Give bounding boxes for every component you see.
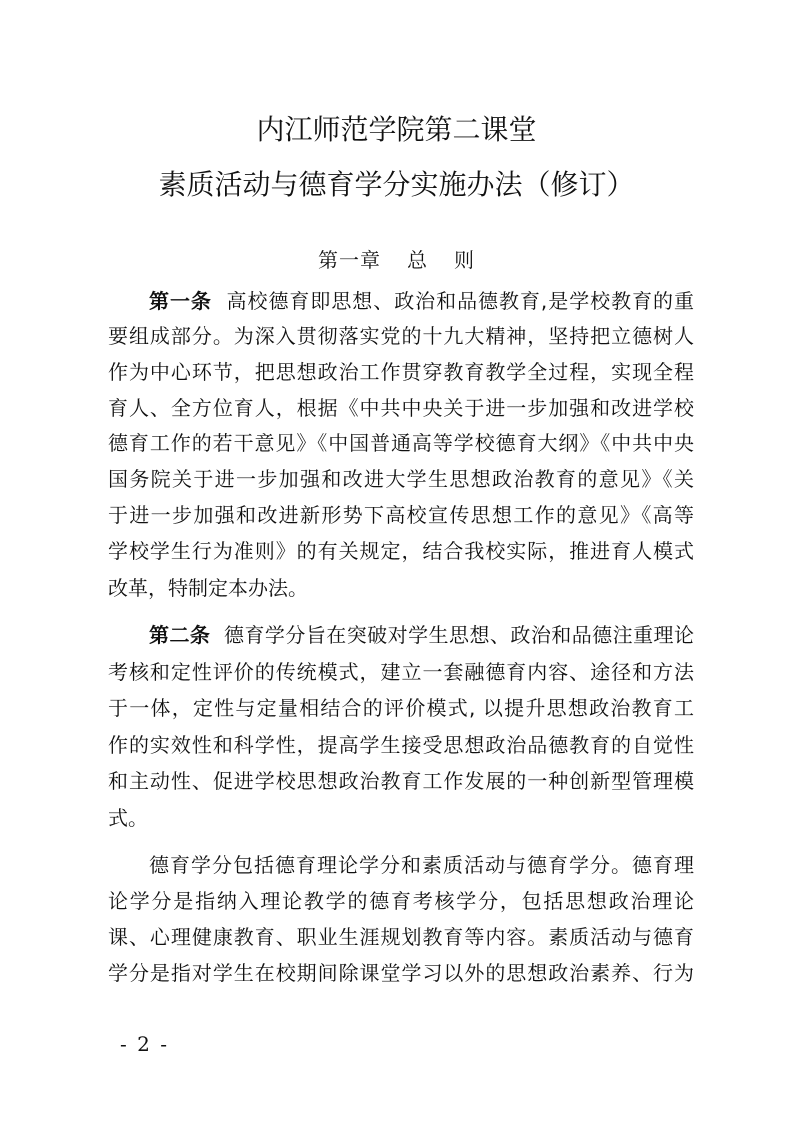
article-1-line-6: 国务院关于进一步加强和改进大学生思想政治教育的意见》《关 — [108, 467, 694, 491]
article-1-label: 第一条 — [149, 289, 212, 313]
article-2-text: 德育学分旨在突破对学生思想、政治和品德注重理论 — [224, 623, 695, 647]
article-2-line-1 — [149, 622, 694, 648]
article-2-line-3: 于一体，定性与定量相结合的评价模式, 以提升思想政治教育工 — [108, 696, 694, 720]
article-1-line-4: 育人、全方位育人，根据《中共中央关于进一步加强和改进学校 — [108, 396, 694, 420]
article-1-text: 高校德育即思想、政治和品德教育,是学校教育的重 — [226, 289, 695, 313]
document-title-line-1: 内江师范学院第二课堂 — [256, 113, 537, 146]
article-1-line-1 — [149, 288, 694, 314]
article-2-line-5: 和主动性、促进学校思想政治教育工作发展的一种创新型管理模 — [108, 769, 694, 793]
article-2-line-2: 考核和定性评价的传统模式，建立一套融德育内容、途径和方法 — [108, 660, 694, 684]
chapter-heading — [0, 247, 793, 273]
article-1-line-8: 学校学生行为准则》的有关规定，结合我校实际，推进育人模式 — [108, 539, 694, 563]
chapter-word-2: 则 — [454, 248, 475, 272]
article-2-line-6: 式。 — [108, 806, 148, 830]
chapter-word-1: 总 — [407, 248, 428, 272]
article-2-label: 第二条 — [149, 623, 211, 647]
article-1-line-5: 德育工作的若干意见》《中国普通高等学校德育大纲》《中共中央 — [108, 431, 694, 455]
article-1-line-2: 要组成部分。为深入贯彻落实党的十九大精神，坚持把立德树人 — [108, 324, 694, 348]
article-1-line-3: 作为中心环节，把思想政治工作贯穿教育教学全过程，实现全程 — [108, 360, 694, 384]
page-number: - 2 - — [120, 1032, 169, 1056]
paragraph-3-line-2: 论学分是指纳入理论教学的德育考核学分，包括思想政治理论 — [108, 889, 694, 913]
article-1-line-7: 于进一步加强和改进新形势下高校宣传思想工作的意见》《高等 — [108, 503, 694, 527]
paragraph-3-line-4: 学分是指对学生在校期间除课堂学习以外的思想政治素养、行为 — [108, 961, 694, 985]
document-title-line-2: 素质活动与德育学分实施办法（修订） — [158, 168, 635, 201]
paragraph-3-line-3: 课、心理健康教育、职业生涯规划教育等内容。素质活动与德育 — [108, 925, 694, 949]
paragraph-3-line-1: 德育学分包括德育理论学分和素质活动与德育学分。德育理 — [149, 853, 694, 877]
article-1-line-9: 改革，特制定本办法。 — [108, 576, 308, 600]
chapter-number: 第一章 — [318, 248, 381, 272]
article-2-line-4: 作的实效性和科学性，提高学生接受思想政治品德教育的自觉性 — [108, 733, 694, 757]
